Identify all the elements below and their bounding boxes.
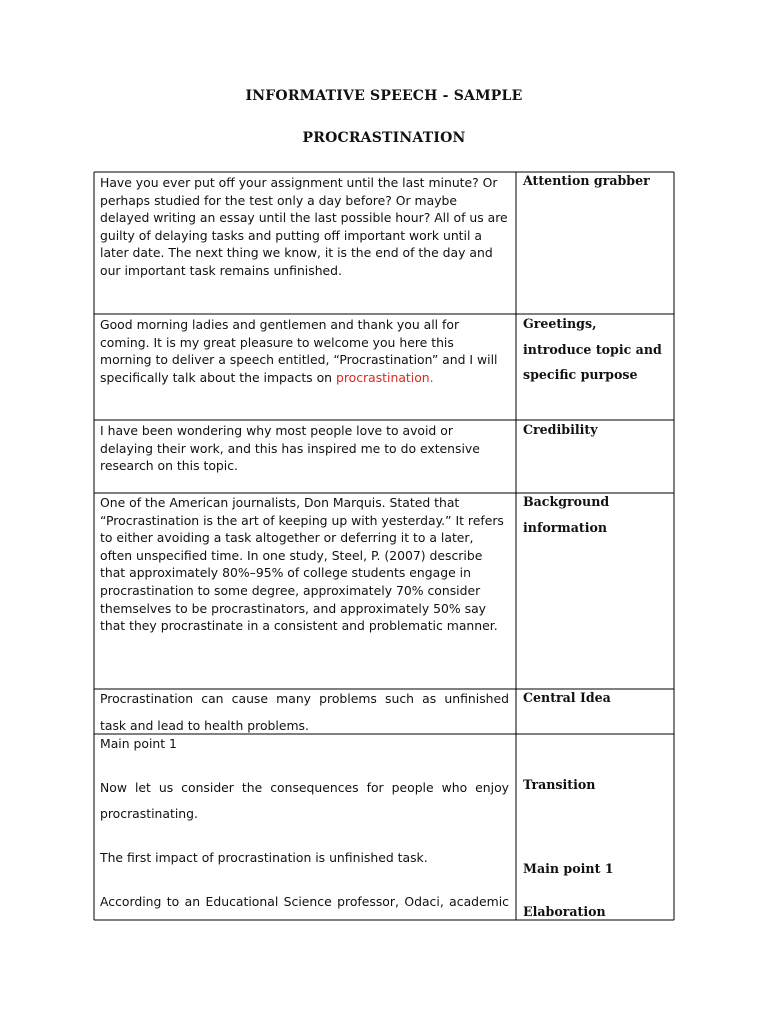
- credibility-label: Credibility: [523, 422, 598, 437]
- attention-grabber-text: Have you ever put off your assignment until the last minute? Or perhaps studied for the test only a day before? Or maybe delayed writing an essay until the last possible hour? All of us are guilty of delaying tasks and putting off important work until a later date. The next thing we know, it is the end of the day and our important task remains unfinished.: [100, 175, 508, 278]
- background-label: Background information: [523, 494, 610, 535]
- attention-grabber-label: Attention grabber: [523, 173, 650, 188]
- main-point-heading: Main point 1: [100, 736, 177, 751]
- greetings-text-highlight: procrastination.: [335, 369, 434, 385]
- greetings-label: Greetings, introduce topic and specific purpose: [523, 316, 662, 382]
- main-point-label: Main point 1: [523, 861, 614, 876]
- document-title: INFORMATIVE SPEECH - SAMPLE: [245, 88, 523, 104]
- transition-line-1: Now let us consider the consequences for people who enjoy: [100, 780, 509, 795]
- greetings-text: [100, 316, 509, 386]
- according-text: According to an Educational Science professor, Odaci, academic: [100, 894, 509, 909]
- transition-label: Transition: [523, 777, 596, 792]
- transition-line-2: procrastinating.: [100, 806, 198, 821]
- greetings-text-body: Good morning ladies and gentlemen and thank you all for coming. It is my great pleasure to welcome you here this morning to deliver a speech entitled, “Procrastination” and I will specifically talk about the impacts on: [100, 317, 498, 385]
- central-idea-line-1: Procrastination can cause many problems such as unfinished: [100, 691, 509, 706]
- credibility-text: I have been wondering why most people love to avoid or delaying their work, and this has inspired me to do extensive research on this topic.: [100, 423, 480, 474]
- central-idea-label: Central Idea: [523, 690, 611, 705]
- central-idea-line-2: task and lead to health problems.: [100, 718, 309, 733]
- elaboration-label: Elaboration: [523, 904, 606, 919]
- speech-topic-title: PROCRASTINATION: [302, 130, 466, 146]
- first-impact-text: The first impact of procrastination is unfinished task.: [100, 850, 428, 865]
- background-text: One of the American journalists, Don Marquis. Stated that “Procrastination is the art of keeping up with yesterday.” It refers to either avoiding a task altogether or deferring it to a later, often unspecified time. In one study, Steel, P. (2007) describe that approximately 80%–95% of college students engage in procrastination to some degree, approximately 70% consider themselves to be procrastinators, and approximately 50% say that they procrastinate in a consistent and problematic manner.: [100, 495, 504, 634]
